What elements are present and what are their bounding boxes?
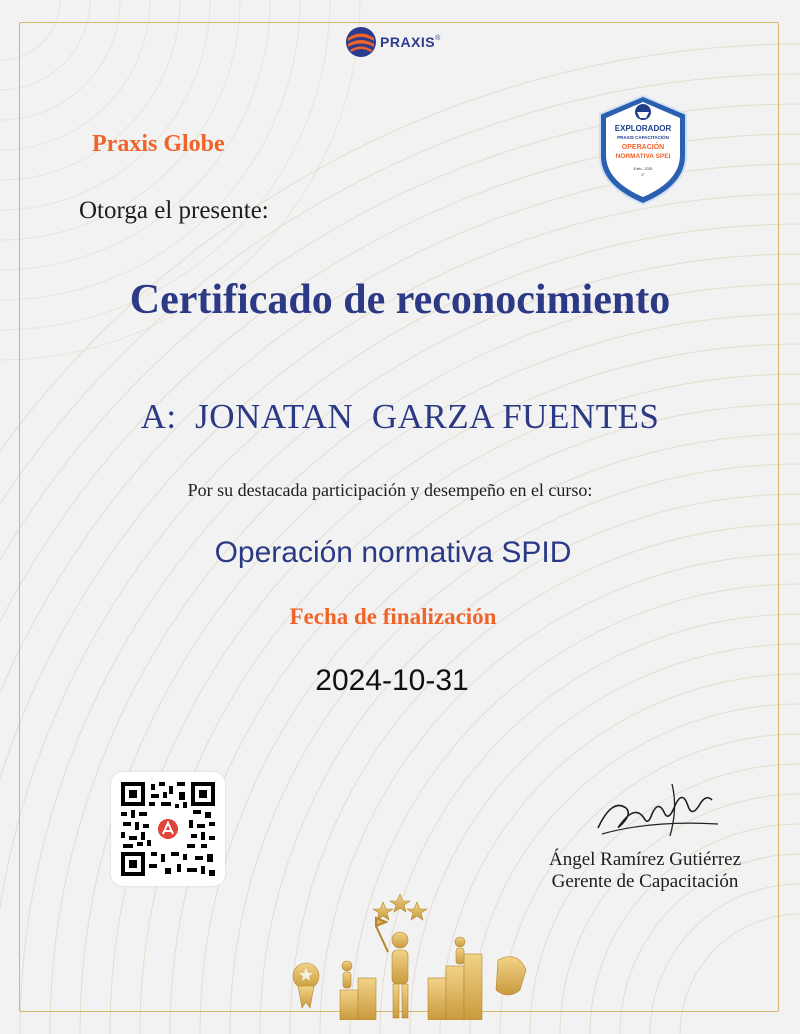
qr-code-icon[interactable] bbox=[121, 782, 215, 876]
badge-line-3: OPERACIÓN bbox=[621, 144, 665, 151]
qr-card[interactable] bbox=[111, 772, 225, 886]
badge-line-4: NORMATIVA SPEI bbox=[615, 153, 671, 160]
course-name: Operación normativa SPID bbox=[214, 536, 572, 569]
signature-icon bbox=[592, 778, 722, 842]
logo-text: PRAXIS bbox=[380, 34, 436, 50]
signer-block bbox=[530, 849, 760, 893]
grants-text: Otorga el presente: bbox=[79, 197, 269, 224]
signer-name: Ángel Ramírez Gutiérrez bbox=[548, 849, 742, 870]
explorer-badge-icon bbox=[596, 94, 690, 206]
praxis-logo bbox=[344, 20, 459, 64]
recipient-name: A: JONATAN GARZA FUENTES bbox=[140, 397, 660, 436]
badge-line-2: PRAXIS CAPACITACIÓN bbox=[617, 135, 669, 140]
signer-role: Gerente de Capacitación bbox=[551, 871, 739, 892]
certificate-title: Certificado de reconocimiento bbox=[129, 277, 671, 323]
praxis-logo-icon bbox=[344, 25, 378, 59]
completion-date-value: 2024-10-31 bbox=[315, 664, 469, 697]
badge-line-6: 2° bbox=[641, 173, 645, 177]
reason-text: Por su destacada participación y desempeño en el curso: bbox=[187, 480, 593, 500]
trademark-mark: ® bbox=[435, 34, 441, 42]
organization-name: Praxis Globe bbox=[92, 131, 225, 157]
badge-line-1: EXPLORADOR bbox=[614, 124, 672, 133]
badge-line-5: 8 feb - 2025 bbox=[633, 167, 653, 171]
achievement-illustration-icon bbox=[280, 890, 540, 1020]
completion-date-label: Fecha de finalización bbox=[289, 604, 497, 629]
